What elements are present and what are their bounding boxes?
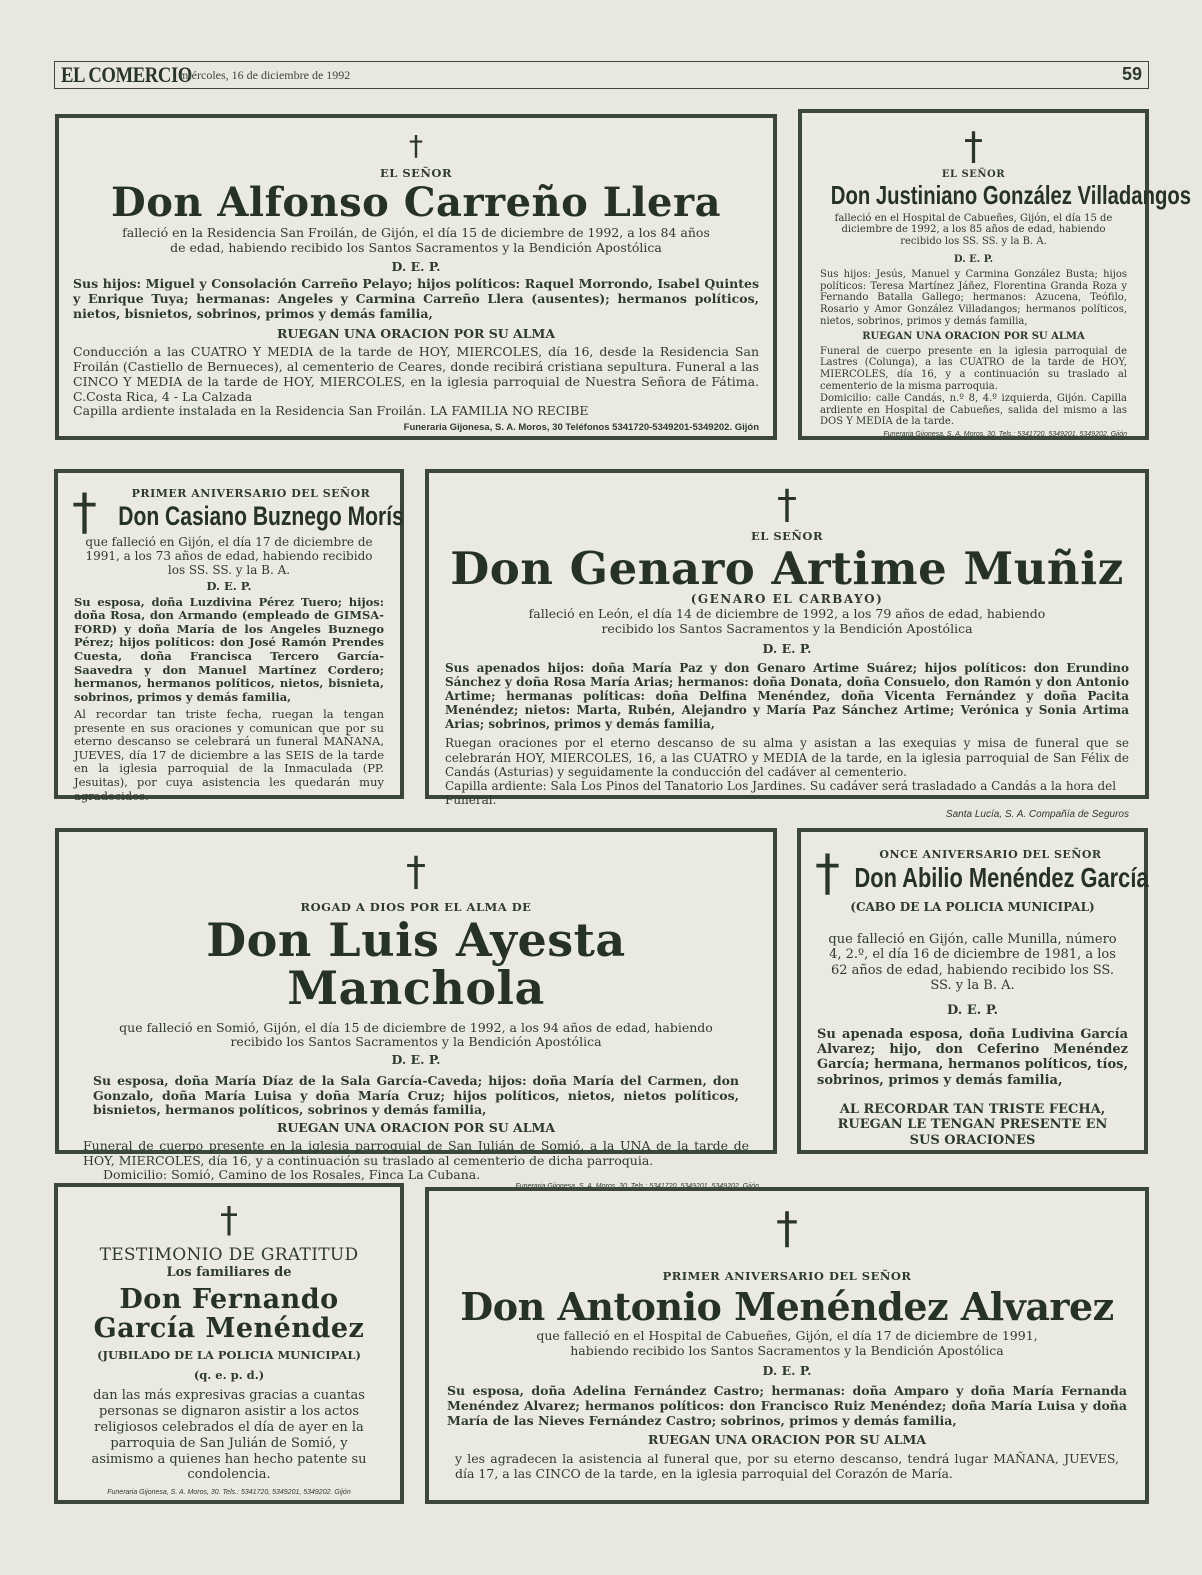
family-list: Sus hijos: Miguel y Consolación Carreño Pelayo; hijos políticos: Raquel Morrondo, Isabel Quintes y Enrique Tuya; hermanas: Angeles y Carmina Carreño Llera (ausentes); hermanos políticos, nietos, bisnietos, sobrinos, primos y demás familia, [73, 276, 759, 321]
cross-icon: † [409, 129, 423, 162]
notice-label: EL SEÑOR [379, 166, 452, 180]
address: Domicilio: calle Candás, n.º 8, 4.º izquierda, Gijón. Capilla ardiente en Hospital de Cabueñes, salida del mismo a las DOS Y MEDIA de la tarde. [820, 392, 1127, 428]
death-details: que falleció en Somió, Gijón, el día 15 de diciembre de 1992, a los 94 años de edad, habiendo recibido los Santos Sacramentos y la Bendición Apostólica [119, 1019, 713, 1050]
funeral-details: Conducción a las CUATRO Y MEDIA de la tarde de HOY, MIERCOLES, día 16, desde la Residencia San Froilán (Castiello de Bernueces), al cementerio de Ceares, donde recibirá cristiana sepultura. Funeral a las CINCO Y MEDIA de la tarde de HOY, MIERCOLES, en la iglesia parroquial de Nuestra Señora de Fátima. C.Costa Rica, 4 - La Calzada [73, 344, 759, 404]
obituary-artime [425, 469, 1149, 821]
funeral-home: Funeraria Gijonesa, S. A. Moros, 30. Tels.: 5341720, 5349201, 5349202. Gijón [107, 1489, 351, 1497]
prayer-request: RUEGAN UNA ORACION POR SU ALMA [276, 1120, 556, 1136]
prayer-request: RUEGAN UNA ORACION POR SU ALMA [647, 1432, 927, 1448]
cross-icon: † [776, 1203, 798, 1254]
dep: D. E. P. [762, 1363, 812, 1379]
deceased-name: Don Casiano Buznego Morís [118, 501, 404, 531]
death-details: falleció en León, el día 14 de diciembre de 1992, a los 79 años de edad, habiendo recibido los Santos Sacramentos y la Bendición Apostólica [528, 606, 1046, 637]
notice-label: ONCE ANIVERSARIO DEL SEÑOR [879, 848, 1102, 861]
prayer-request: RUEGAN UNA ORACION POR SU ALMA [862, 330, 1085, 342]
deceased-name-wrap [820, 180, 1192, 210]
issue-date: , miércoles, 16 de diciembre de 1992 [173, 68, 351, 82]
obituary-antonio [425, 1187, 1149, 1504]
gratitude-text: dan las más expresivas gracias a cuantas personas se dignaron asistir a los actos religiosos celebrados el día de ayer en la parroquia de San Julián de Somió, y asimismo a quienes han hecho patente su condolencia. [91, 1388, 367, 1483]
chapel-info: Capilla ardiente instalada en la Residencia San Froilán. LA FAMILIA NO RECIBE [73, 403, 589, 419]
cross-icon: † [406, 849, 426, 895]
qepd: (q. e. p. d.) [193, 1367, 265, 1382]
family-list: Sus apenados hijos: doña María Paz y don Genaro Artime Suárez; hijos políticos: don Erundino Sánchez y doña Rosa María Arias; hermanos: doña Donata, doña Consuelo, don Ramón y don Antonio Artime; hermanas políticas: doña Delfina Menéndez, doña Vicenta Fernández y doña Pacita Menéndez; nietos: Marta, Rubén, Alejandro y María Paz Sánchez Artime; Verónica y Sonia Artima Arias; sobrinos, primos y demás familia, [445, 660, 1129, 732]
deceased-name-line2: García Menéndez [93, 1312, 365, 1344]
deceased-name: Don Justiniano González Villadangos [830, 180, 1192, 210]
notice-label: EL SEÑOR [941, 169, 1006, 180]
cross-icon: † [72, 483, 97, 541]
page-number: 59 [1121, 64, 1142, 84]
cross-icon: † [777, 482, 797, 528]
dep: D. E. P. [762, 640, 812, 656]
notice-label: TESTIMONIO DE GRATITUD [99, 1245, 359, 1265]
chapel-info: Capilla ardiente: Sala Los Pinos del Tanatorio Los Jardines. Su cadáver será trasladado a Candás a la hora del Funeral. [445, 778, 1117, 808]
deceased-name-wrap [118, 501, 404, 532]
dep: D. E. P. [206, 579, 252, 594]
death-details: que falleció en Gijón, el día 17 de diciembre de 1991, a los 73 años de edad, habiendo recibido los SS. SS. y la B. A. [85, 534, 373, 577]
notice-label: EL SEÑOR [750, 529, 823, 543]
family-list: Su apenada esposa, doña Ludivina García Alvarez; hijo, don Ceferino Menéndez García; hermana, hermanos políticos, tíos, sobrinos, primos y demás familia, [817, 1026, 1128, 1088]
death-details: falleció en la Residencia San Froilán, de Gijón, el día 15 de diciembre de 1992, a los 84 años de edad, habiendo recibido los Santos Sacramentos y la Bendición Apostólica [122, 225, 710, 255]
notice-label: PRIMER ANIVERSARIO DEL SEÑOR [131, 487, 371, 500]
dep: D. E. P. [391, 258, 441, 274]
role: (CABO DE LA POLICIA MUNICIPAL) [850, 899, 1095, 914]
obituary-carreno [55, 114, 777, 440]
alias: (GENARO EL CARBAYO) [690, 592, 884, 607]
funeral-details: y les agradecen la asistencia al funeral que, por su eterno descanso, tendrá lugar MAÑANA, JUEVES, día 17, a las CINCO de la tarde, en la iglesia parroquial del Corazón de María. [455, 1451, 1119, 1481]
deceased-name: Don Luis Ayesta Manchola [206, 913, 626, 1016]
prayer-request: RUEGAN UNA ORACION POR SU ALMA [276, 325, 556, 341]
dep: D. E. P. [391, 1052, 441, 1068]
death-details: que falleció en Gijón, calle Munilla, número 4, 2.º, el día 16 de diciembre de 1981, a los 62 años de edad, habiendo recibido los SS. SS. y la B. A. [828, 931, 1117, 993]
gratitude-garcia [54, 1183, 404, 1504]
obituary-buznego [54, 469, 404, 803]
deceased-name-line1: Don Fernando [119, 1284, 339, 1316]
funeral-details: Ruegan oraciones por el eterno descanso de su alma y asistan a las exequias y misa de funeral que se celebrarán HOY, MIERCOLES, 16, a las CUATRO y MEDIA de la tarde, en la iglesia parroquial de San Félix de Candás (Asturias) y seguidamente la conducción del cadáver al cementerio. [445, 736, 1129, 779]
family-list: Su esposa, doña Luzdivina Pérez Tuero; hijos: doña Rosa, don Armando (empleado de GIMSA-FORD) y doña María de los Angeles Buznego Pérez; hijos políticos: don José Ramón Prendes Cuesta, doña Francisca Tercero García-Saavedra y don Manuel Martínez Cordero; hermanos, hermanos políticos, nietos, bisnieta, sobrinos, primos y demás familia, [74, 594, 384, 704]
family-list: Su esposa, doña María Díaz de la Sala García-Caveda; hijos: doña María del Carmen, don Gonzalo, doña María Luisa y doña María Cruz; hijos políticos, nietos, nietos políticos, bisnietos, hermanos políticos, sobrinos y demás familia, [93, 1072, 739, 1118]
deceased-name-wrap [853, 862, 1149, 894]
deceased-name: Don Alfonso Carreño Llera [111, 179, 721, 226]
funeral-details: Funeral de cuerpo presente en la iglesia parroquial de San Julián de Somió, a la UNA de la tarde de HOY, MIERCOLES, día 16, y a continuación su traslado al cementerio de dicha parroquia. [83, 1137, 749, 1168]
cross-icon: † [815, 844, 840, 902]
notice-sublabel: Los familiares de [166, 1265, 292, 1280]
notice-label: PRIMER ANIVERSARIO DEL SEÑOR [662, 1269, 912, 1283]
page-header [54, 61, 1149, 89]
death-details: que falleció en el Hospital de Cabueñes, Gijón, el día 17 de diciembre de 1991, habiendo recibido los Santos Sacramentos y la Bendición Apostólica [536, 1327, 1038, 1358]
cross-icon: † [964, 124, 983, 168]
address: Domicilio: Somió, Camino de los Rosales, Finca La Cubana. [103, 1167, 481, 1183]
obituary-ayesta [55, 828, 777, 1183]
funeral-details: Al recordar tan triste fecha, ruegan la tengan presente en sus oraciones y comunican que por su eterno descanso se celebrará un funeral MAÑANA, JUEVES, día 17 de diciembre a las SEIS de la tarde en la iglesia parroquial de la Inmaculada (PP. Jesuitas), por cuya asistencia les quedarán muy agradecidos. [74, 707, 384, 803]
obituary-gonzalez [798, 109, 1192, 440]
cross-icon: † [220, 1200, 238, 1241]
family-list: Sus hijos: Jesús, Manuel y Carmina González Busta; hijos políticos: Teresa Martínez Jáñez, Florentina Granda Roza y Fernando Batalla Gallego; hermanos: Azucena, Teófilo, Rosario y Amor González Villadangos; hermanos políticos, nietos, sobrinos, primos y demás familia, [820, 268, 1127, 327]
funeral-details: Funeral de cuerpo presente en la iglesia parroquial de Lastres (Colunga), a las CUATRO de la tarde de HOY, MIERCOLES, día 16, y a continuación su traslado al cementerio de la misma parroquia. [820, 345, 1127, 392]
deceased-name: Don Genaro Artime Muñiz [450, 542, 1124, 595]
notice-label: ROGAD A DIOS POR EL ALMA DE [300, 900, 532, 914]
deceased-name: Don Antonio Menéndez Alvarez [460, 1284, 1114, 1329]
role: (JUBILADO DE LA POLICIA MUNICIPAL) [97, 1348, 361, 1363]
obituary-menendez-abilio [797, 828, 1148, 1154]
family-list: Su esposa, doña Adelina Fernández Castro; hermanas: doña Amparo y doña María Fernanda Menéndez Alvarez; hermanos políticos: don Francisco Ruiz Menéndez; doña María Luisa y doña María de las Nieves Fernández Castro; sobrinos, primos y demás familia, [447, 1383, 1127, 1428]
closing-text: AL RECORDAR TAN TRISTE FECHA, RUEGAN LE TENGAN PRESENTE EN SUS ORACIONES [837, 1101, 1108, 1148]
dep: D. E. P. [947, 1003, 998, 1019]
masthead-logo: EL COMERCIO [61, 62, 192, 87]
dep: D. E. P. [953, 253, 994, 265]
deceased-name: Don Abilio Menéndez García [854, 862, 1149, 893]
funeral-home: Funeraria Gijonesa, S. A. Moros, 30. Tels.: 5341720, 5349201, 5349202. Gijón [883, 431, 1127, 439]
insurer: Santa Lucía, S. A. Compañía de Seguros [945, 809, 1129, 821]
funeral-home: Funeraria Gijonesa, S. A. Moros, 30 Teléfonos 5341720-5349201-5349202. Gijón [403, 422, 759, 433]
death-details: falleció en el Hospital de Cabueñes, Gijón, el día 15 de diciembre de 1992, a los 85 años de edad, habiendo recibido los SS. SS. y la B. A. [834, 212, 1113, 248]
